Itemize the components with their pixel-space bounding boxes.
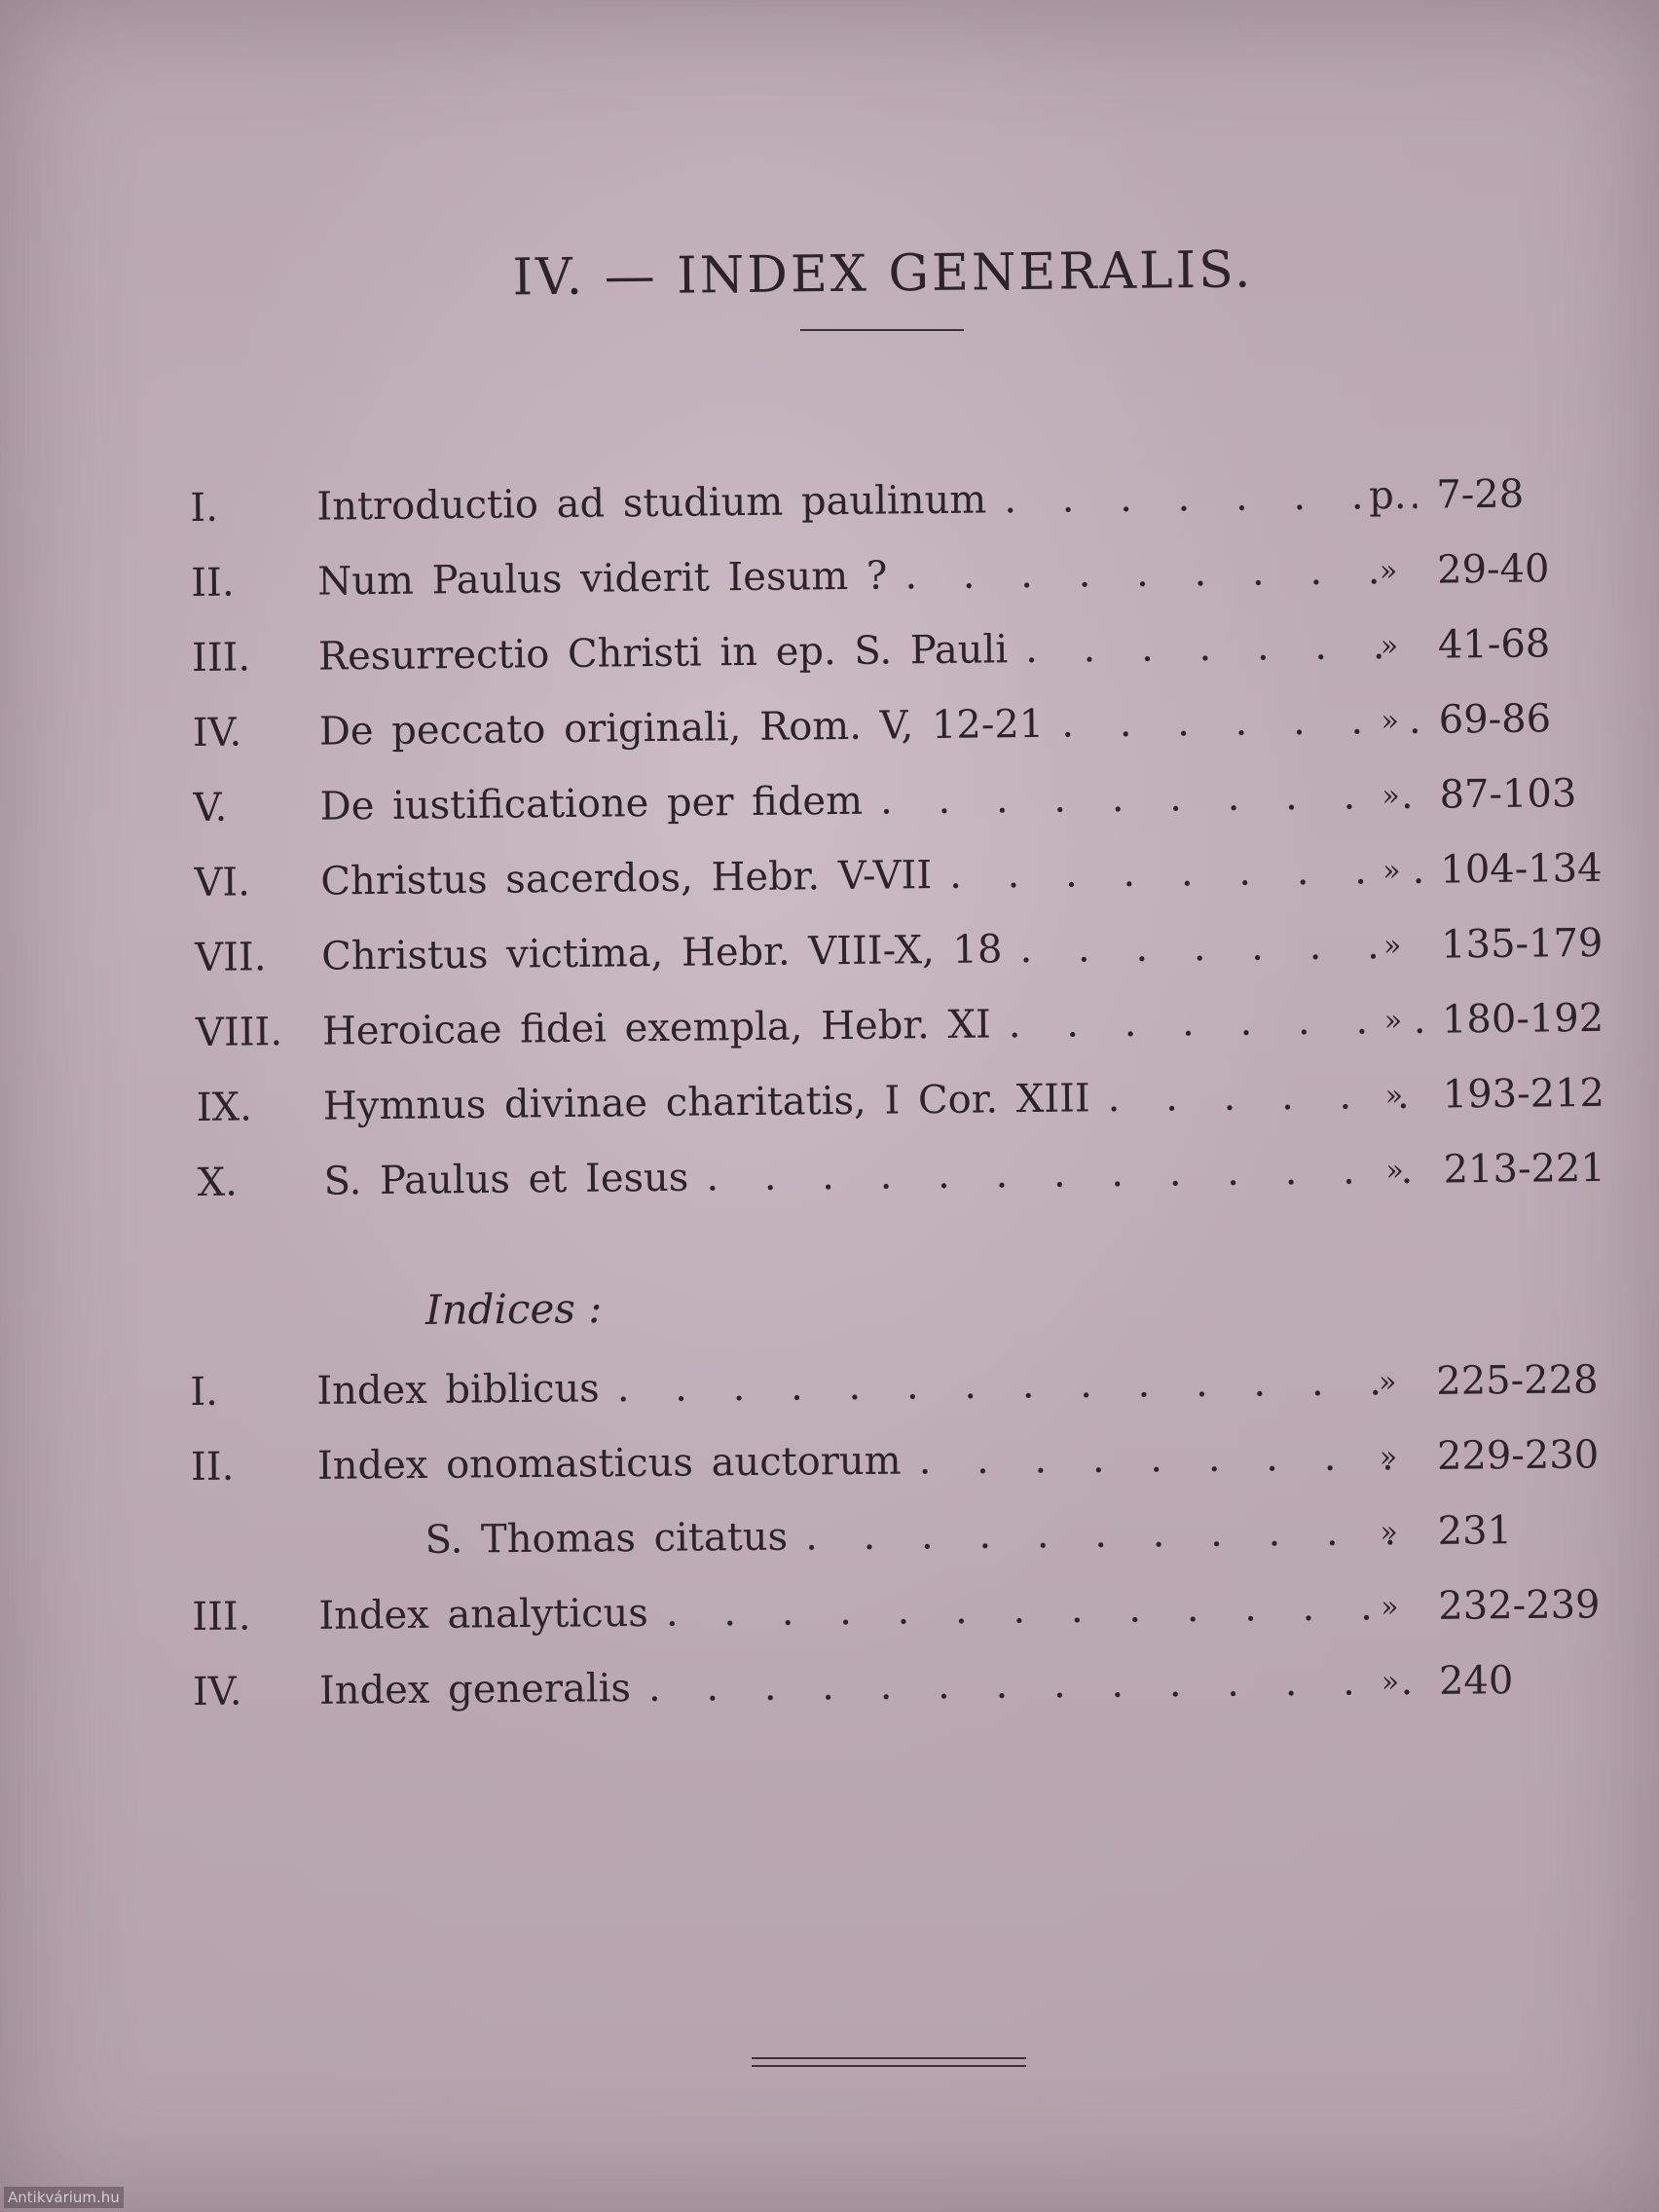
toc-number: I. [190,485,219,531]
page-title: IV. — INDEX GENERALIS. [512,240,1254,308]
index-title: Index onomasticus auctorum . . . [317,1419,1419,1504]
toc-ditto-mark: » [1382,779,1400,814]
index-title: Index generalis . . . [319,1644,1420,1729]
indices-heading: Indices : [424,1284,603,1334]
index-ditto-mark: » [1381,1665,1400,1700]
index-title: S. Thomas citatus . . . [424,1494,1419,1578]
index-title: Index analyticus . . . [318,1569,1419,1654]
toc-ditto-mark: » [1384,1078,1404,1114]
closing-double-rule-top [752,2057,1026,2059]
toc-title: Christus sacerdos, Hebr. V-VII . . . [320,833,1421,920]
toc-number: VIII. [195,1010,283,1055]
toc-pages: 29-40 [1436,546,1550,593]
chapter-list [190,457,1609,1221]
index-pages: 229-230 [1436,1432,1600,1479]
toc-pages: 104-134 [1440,845,1603,893]
index-pages: 240 [1438,1658,1514,1704]
index-ditto-mark: » [1378,1365,1397,1400]
toc-title: Num Paulus viderit Iesum ? . . . [317,534,1419,620]
toc-pages: 135-179 [1440,920,1604,968]
toc-pages: 193-212 [1442,1070,1605,1118]
index-pages: 231 [1437,1508,1513,1554]
toc-number: IX. [196,1085,253,1130]
toc-ditto-mark: » [1383,1003,1403,1039]
index-number: IV. [192,1669,242,1714]
toc-title: Resurrectio Christi in ep. S. Pauli . . . [318,608,1419,695]
toc-ditto-mark: » [1382,928,1402,964]
toc-number: V. [193,785,228,830]
index-ditto-mark: » [1379,1440,1398,1475]
toc-number: II. [190,560,235,606]
toc-page-prefix: p. [1368,472,1407,519]
toc-number: IV. [192,710,242,756]
toc-title: Hymnus divinae charitatis, I Cor. XIII . . . [322,1058,1423,1145]
index-ditto-mark: » [1380,1590,1399,1625]
toc-ditto-mark: » [1381,704,1400,739]
index-ditto-mark: » [1380,1515,1398,1550]
index-number: I. [190,1369,219,1415]
toc-pages: 69-86 [1438,696,1552,743]
toc-ditto-mark: » [1379,554,1398,589]
index-title: Index biblicus . . . [316,1345,1418,1429]
toc-pages: 213-221 [1443,1145,1606,1193]
index-number: II. [190,1444,235,1490]
toc-title: S. Paulus et Iesus . . . [323,1133,1424,1220]
toc-ditto-mark: » [1385,1153,1404,1189]
index-number: III. [192,1594,251,1640]
toc-number: VI. [194,860,251,905]
toc-title: Heroicae fidei exempla, Hebr. XI . . . [322,983,1423,1070]
toc-number: III. [191,635,251,681]
toc-ditto-mark: » [1380,629,1399,664]
toc-row [197,1131,1609,1221]
toc-number: VII. [194,935,267,980]
toc-title: Introductio ad studium paulinum . . . [316,459,1418,545]
indices-list [190,1343,1604,1730]
watermark: Antikvárium.hu [4,2187,124,2208]
toc-title: Christus victima, Hebr. VIII-X, 18 . . . [321,908,1422,995]
index-row [191,1418,1604,1505]
toc-title: De peccato originali, Rom. V, 12-21 . . . [318,683,1419,770]
index-row [190,1343,1603,1430]
toc-ditto-mark: » [1382,854,1401,889]
toc-title: De iustificatione per fidem . . . [319,758,1420,845]
toc-pages: 7-28 [1436,471,1525,518]
index-pages: 232-239 [1438,1582,1601,1629]
toc-number: X. [197,1160,239,1205]
index-pages: 225-228 [1436,1357,1599,1404]
closing-double-rule-bottom [752,2065,1026,2067]
index-row [191,1493,1604,1580]
toc-pages: 180-192 [1441,995,1604,1043]
toc-pages: 87-103 [1439,771,1577,818]
index-row [192,1567,1604,1655]
index-row [193,1642,1605,1730]
toc-pages: 41-68 [1437,621,1551,668]
title-rule [800,329,964,331]
